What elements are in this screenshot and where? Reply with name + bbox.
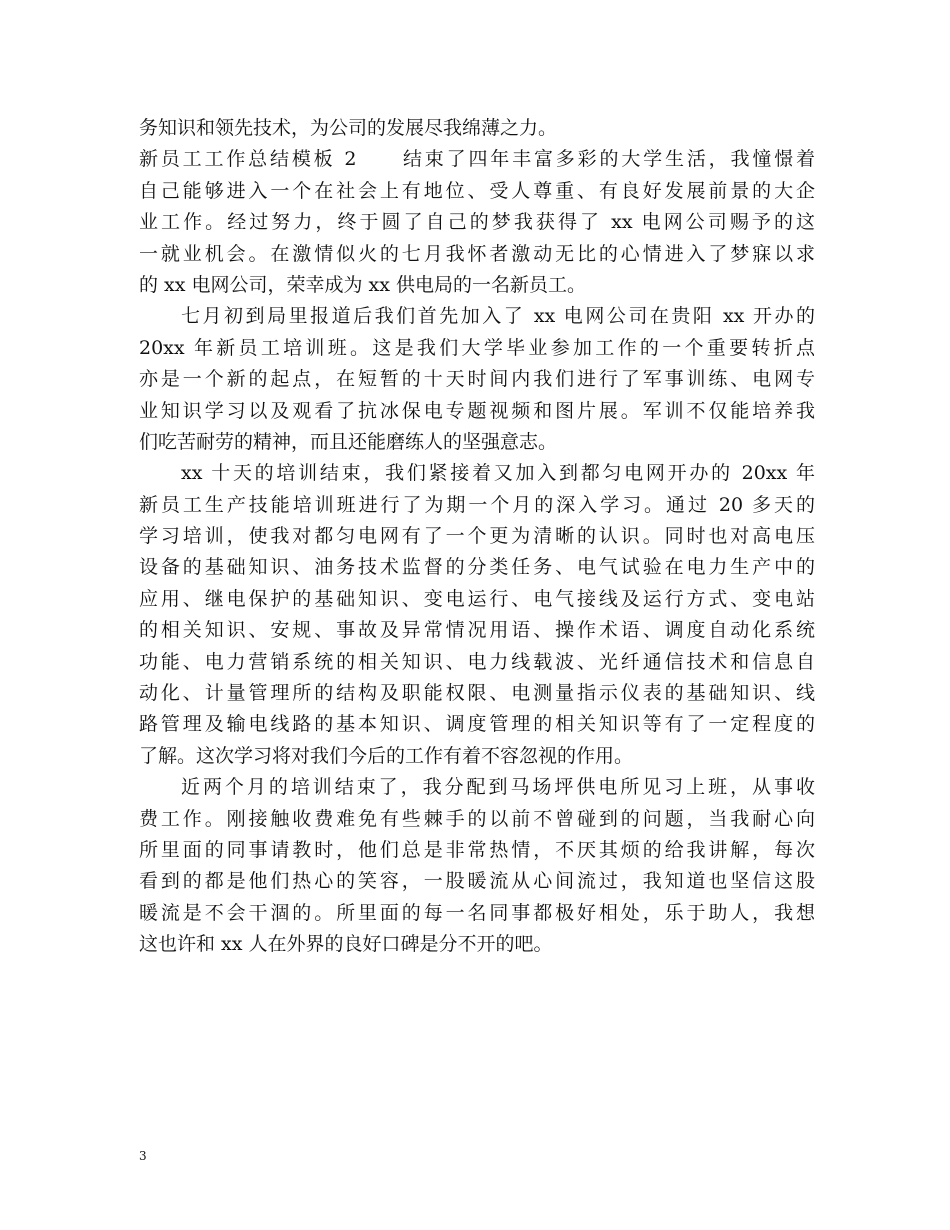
text-line: 新员工生产技能培训班进行了为期一个月的深入学习。通过 20 多天的 xyxy=(139,493,815,516)
text-line: 20xx 年新员工培训班。这是我们大学毕业参加工作的一个重要转折点 xyxy=(139,336,815,359)
text-line: 亦是一个新的起点，在短暂的十天时间内我们进行了军事训练、电网专 xyxy=(139,368,815,391)
text-line: 们吃苦耐劳的精神，而且还能磨练人的坚强意志。 xyxy=(139,430,558,453)
text-line: 学习培训，使我对都匀电网有了一个更为清晰的认识。同时也对高电压 xyxy=(139,525,815,548)
text-line: 这也许和 xx 人在外界的良好口碑是分不开的吧。 xyxy=(139,933,553,956)
text-line: 的 xx 电网公司，荣幸成为 xx 供电局的一名新员工。 xyxy=(139,273,587,296)
text-line: 近两个月的培训结束了，我分配到马场坪供电所见习上班，从事收 xyxy=(181,776,815,799)
text-line: 的相关知识、安规、事故及异常情况用语、操作术语、调度自动化系统 xyxy=(139,619,815,642)
text-line: 业知识学习以及观看了抗冰保电专题视频和图片展。军训不仅能培养我 xyxy=(139,399,815,422)
text-line: 所里面的同事请教时，他们总是非常热情，不厌其烦的给我讲解，每次 xyxy=(139,838,815,861)
text-line: 功能、电力营销系统的相关知识、电力线载波、光纤通信技术和信息自 xyxy=(139,650,815,673)
text-line: 七月初到局里报道后我们首先加入了 xx 电网公司在贵阳 xx 开办的 xyxy=(181,305,815,328)
text-line: 暖流是不会干涸的。所里面的每一名同事都极好相处，乐于助人，我想 xyxy=(139,901,815,924)
text-line: 设备的基础知识、油务技术监督的分类任务、电气试验在电力生产中的 xyxy=(139,556,815,579)
text-line: 新员工工作总结模板 2 结束了四年丰富多彩的大学生活，我憧憬着 xyxy=(139,148,815,171)
text-line: 自己能够进入一个在社会上有地位、受人尊重、有良好发展前景的大企 xyxy=(139,179,815,202)
text-line: 费工作。刚接触收费难免有些棘手的以前不曾碰到的问题，当我耐心向 xyxy=(139,807,815,830)
text-line: 看到的都是他们热心的笑容，一股暖流从心间流过，我知道也坚信这股 xyxy=(139,870,815,893)
body-text xyxy=(139,113,815,961)
page-number: 3 xyxy=(139,1149,147,1163)
text-line: 路管理及输电线路的基本知识、调度管理的相关知识等有了一定程度的 xyxy=(139,713,815,736)
text-line: 动化、计量管理所的结构及职能权限、电测量指示仪表的基础知识、线 xyxy=(139,682,815,705)
text-line: 一就业机会。在激情似火的七月我怀者激动无比的心情进入了梦寐以求 xyxy=(139,242,815,265)
text-line: 了解。这次学习将对我们今后的工作有着不容忽视的作用。 xyxy=(139,744,634,767)
text-line: xx 十天的培训结束，我们紧接着又加入到都匀电网开办的 20xx 年 xyxy=(181,462,815,485)
text-line: 应用、继电保护的基础知识、变电运行、电气接线及运行方式、变电站 xyxy=(139,587,815,610)
text-line: 务知识和领先技术，为公司的发展尽我绵薄之力。 xyxy=(139,117,558,139)
text-line: 业工作。经过努力，终于圆了自己的梦我获得了 xx 电网公司赐予的这 xyxy=(139,211,815,234)
